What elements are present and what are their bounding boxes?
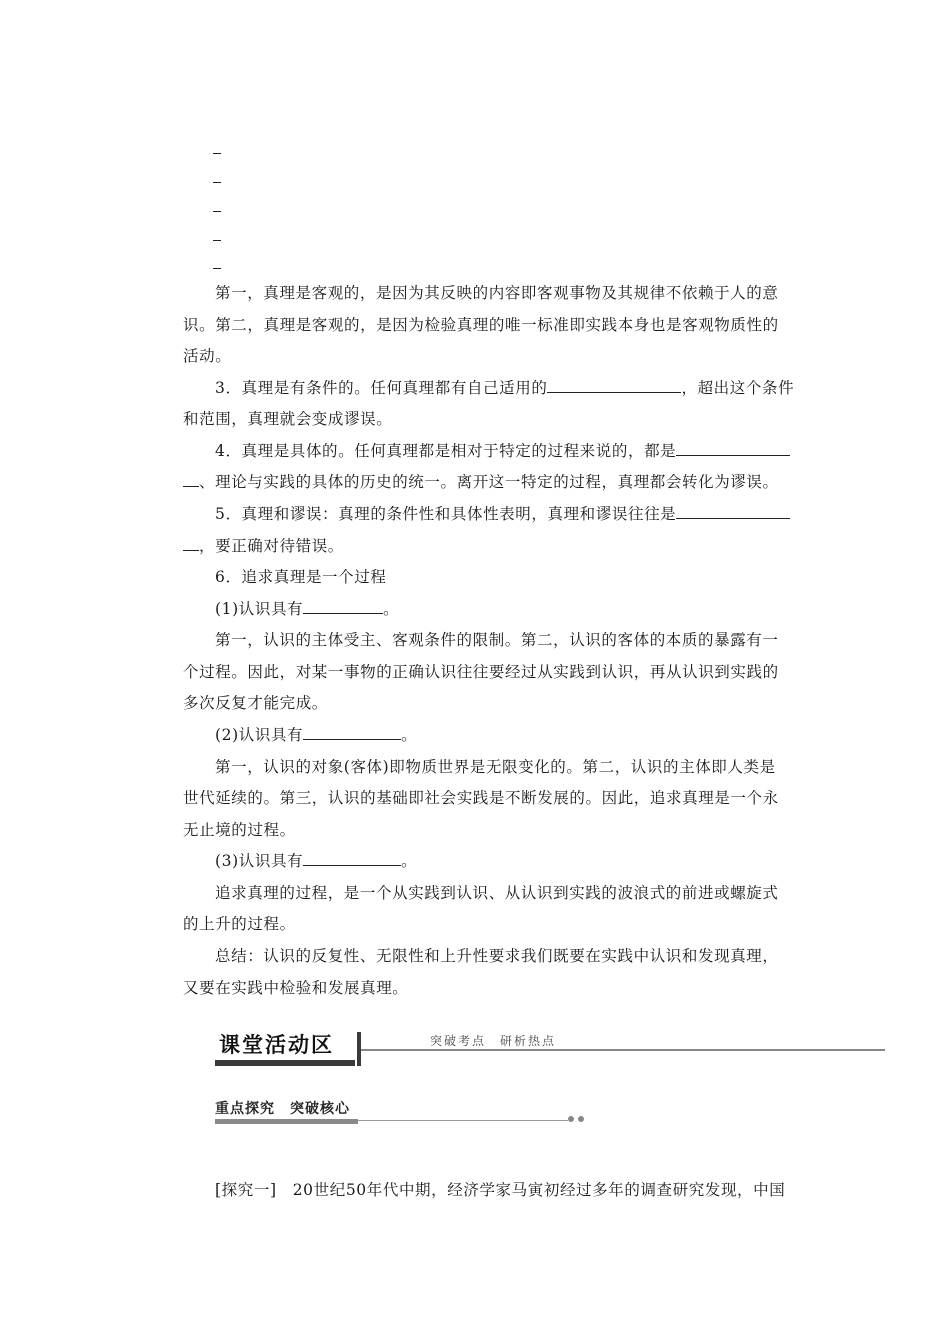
- section-heading: [215, 1098, 585, 1128]
- blank-dash: [213, 268, 221, 269]
- line-text-after: 。: [401, 726, 418, 744]
- blank-dash: [213, 153, 221, 154]
- answer-blank[interactable]: [547, 378, 681, 393]
- dot-icon: [568, 1116, 574, 1122]
- text-line: 第一，认识的主体受主、客观条件的限制。第二，认识的客体的本质的暴露有一: [215, 631, 779, 649]
- text-line: 和范围，真理就会变成谬误。: [183, 410, 393, 428]
- blank-dash: [213, 211, 221, 212]
- line-text-after: 、理论与实践的具体的历史的统一。离开这一特定的过程，真理都会转化为谬误。: [199, 473, 779, 491]
- fill-line: [215, 504, 790, 524]
- banner-subtitle: 突破考点 研析热点: [430, 1034, 557, 1048]
- text-line: 总结：认识的反复性、无限性和上升性要求我们既要在实践中认识和发现真理，: [215, 947, 779, 965]
- text-line: 又要在实践中检验和发展真理。: [183, 979, 409, 997]
- dot-icon: [578, 1116, 584, 1122]
- answer-blank[interactable]: [676, 504, 790, 519]
- line-text-after: ，要正确对待错误。: [199, 537, 344, 555]
- answer-blank[interactable]: [676, 441, 790, 456]
- line-text-before: (2)认识具有: [215, 726, 304, 744]
- banner-title: 课堂活动区: [219, 1033, 334, 1057]
- answer-blank[interactable]: [303, 725, 401, 740]
- explore-question: [探究一] 20世纪50年代中期，经济学家马寅初经过多年的调查研究发现，中国: [215, 1181, 786, 1199]
- text-line: 6．追求真理是一个过程: [215, 568, 387, 586]
- answer-blank[interactable]: [303, 599, 383, 614]
- text-line: 个过程。因此，对某一事物的正确认识往往要经过从实践到认识，再从认识到实践的: [183, 663, 779, 681]
- fill-line: [215, 725, 417, 745]
- fill-line: [215, 851, 417, 871]
- blank-dash: [213, 182, 221, 183]
- fill-line: [183, 536, 344, 556]
- line-text-after: 。: [401, 852, 418, 870]
- text-line: 识。第二，真理是客观的，是因为检验真理的唯一标准即实践本身也是客观物质性的: [183, 316, 779, 334]
- answer-blank[interactable]: [183, 472, 199, 487]
- fill-line: [215, 599, 399, 619]
- text-line: 世代延续的。第三，认识的基础即社会实践是不断发展的。因此，追求真理是一个永: [183, 789, 779, 807]
- line-text-before: (3)认识具有: [215, 852, 304, 870]
- line-text-before: 3．真理是有条件的。任何真理都有自己适用的: [215, 379, 548, 397]
- line-text-after: ，超出这个条件: [681, 379, 795, 397]
- text-line: 第一，真理是客观的，是因为其反映的内容即客观事物及其规律不依赖于人的意: [215, 284, 779, 302]
- section-rule: [358, 1120, 568, 1121]
- fill-line: [183, 472, 779, 492]
- fill-line: [215, 441, 790, 461]
- text-line: 第一，认识的对象(客体)即物质世界是无限变化的。第二，认识的主体即人类是: [215, 758, 776, 776]
- text-line: 活动。: [183, 347, 232, 365]
- section-banner: [215, 1030, 885, 1066]
- text-line: 无止境的过程。: [183, 821, 296, 839]
- text-line: 的上升的过程。: [183, 915, 296, 933]
- banner-underbar: [215, 1060, 355, 1066]
- text-line: 追求真理的过程，是一个从实践到认识、从认识到实践的波浪式的前进或螺旋式: [215, 884, 779, 902]
- answer-blank[interactable]: [183, 536, 199, 551]
- fill-line: [215, 378, 794, 398]
- line-text-after: 。: [383, 600, 400, 618]
- line-text-before: 4．真理是具体的。任何真理都是相对于特定的过程来说的，都是: [215, 442, 677, 460]
- answer-blank[interactable]: [303, 851, 401, 866]
- banner-rule: [361, 1049, 885, 1051]
- blank-dash: [213, 240, 221, 241]
- line-text-before: (1)认识具有: [215, 600, 304, 618]
- section-underbar: [215, 1119, 358, 1124]
- line-text-before: 5．真理和谬误：真理的条件性和具体性表明，真理和谬误往往是: [215, 505, 677, 523]
- text-line: 多次反复才能完成。: [183, 694, 328, 712]
- section-title: 重点探究 突破核心: [215, 1101, 350, 1117]
